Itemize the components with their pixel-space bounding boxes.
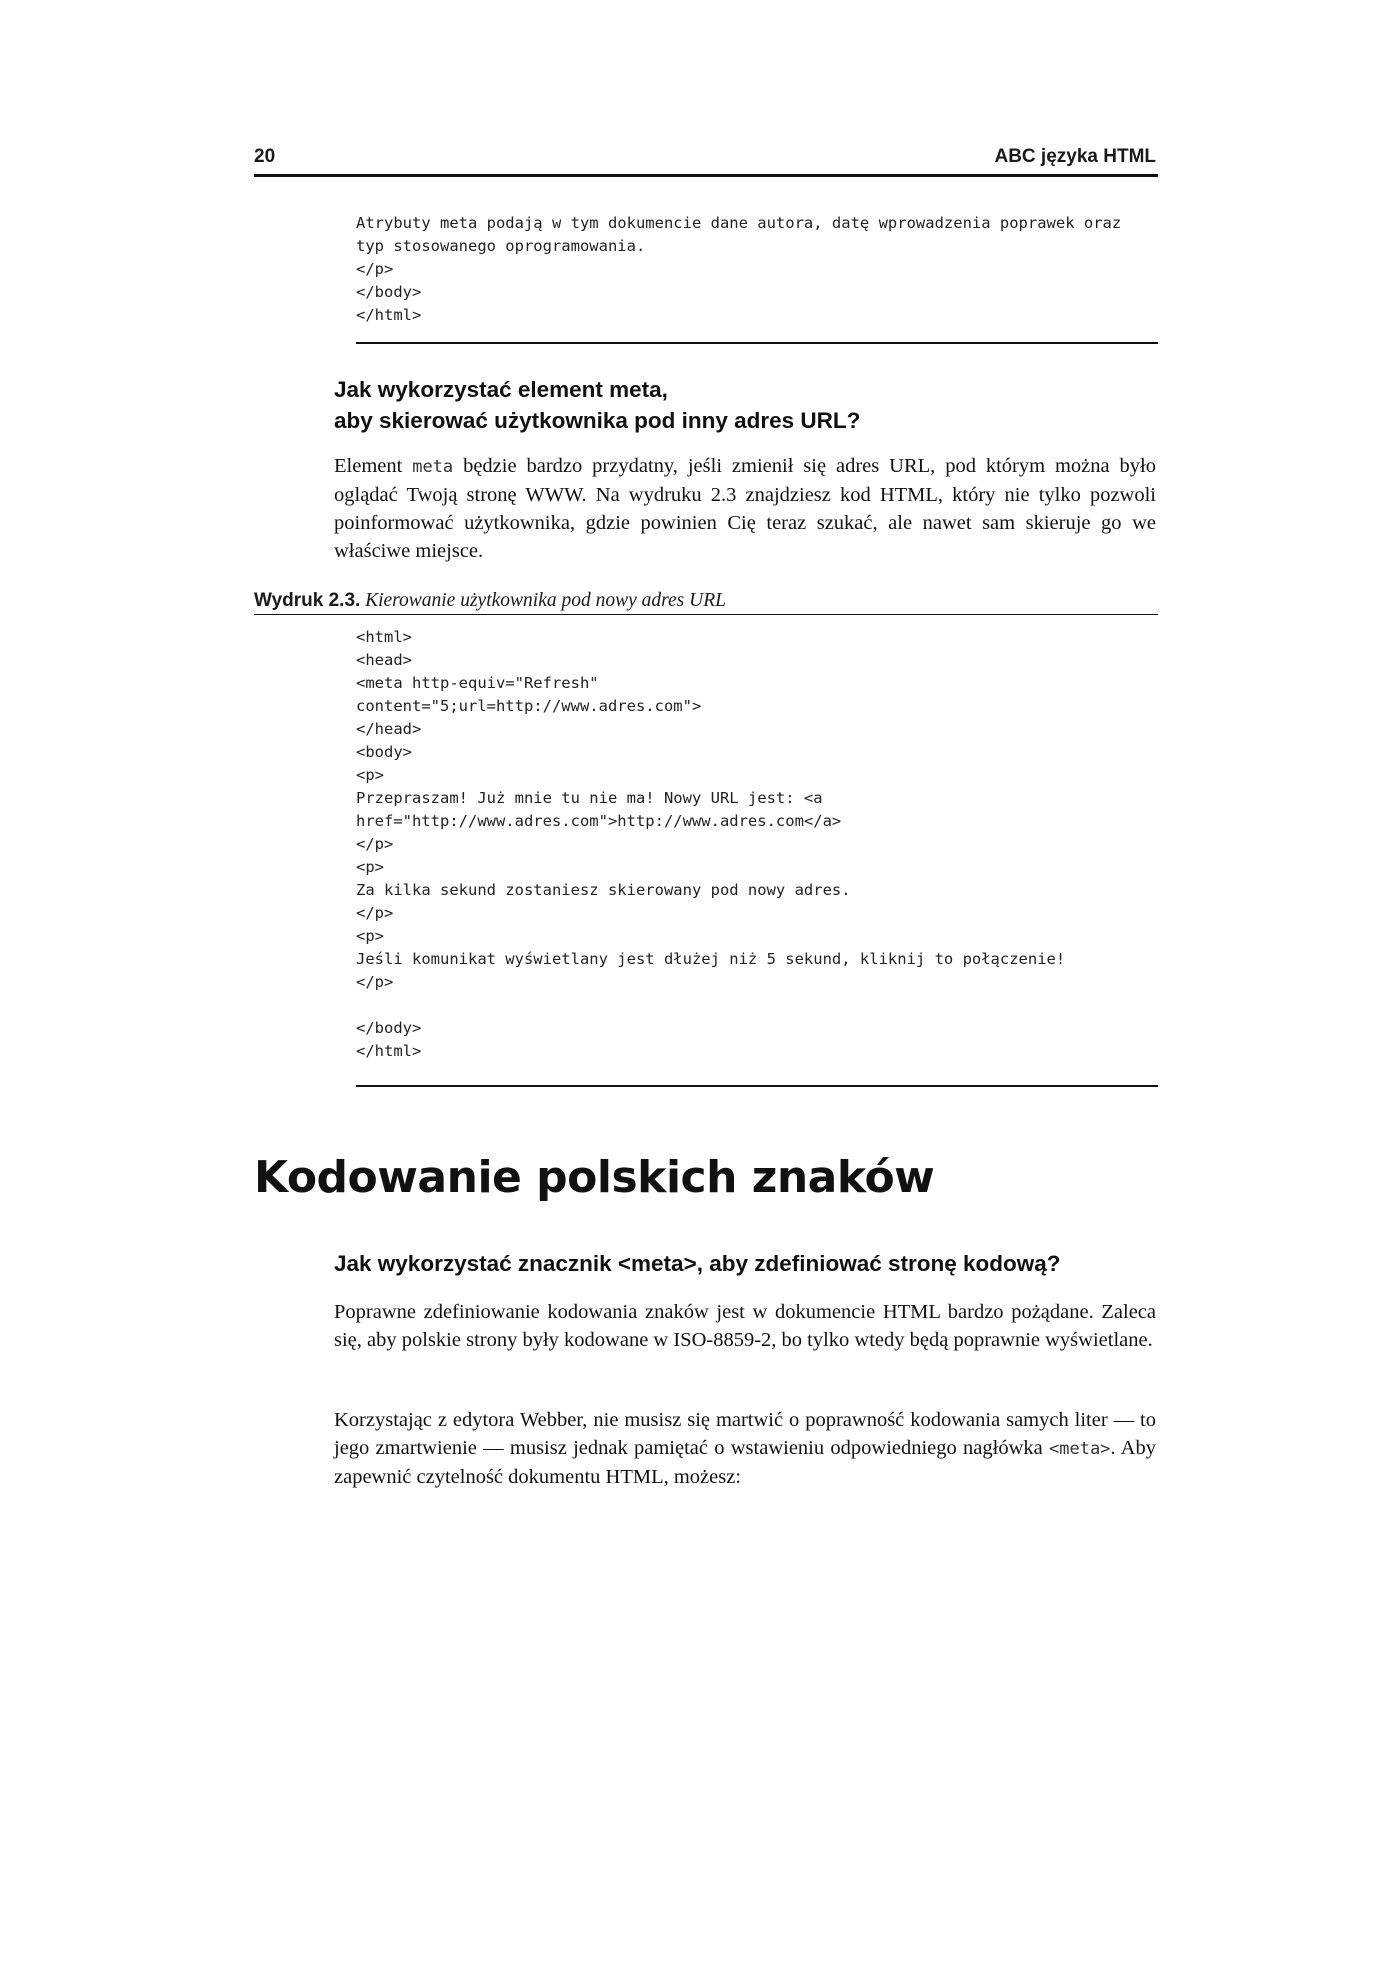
code-line: <meta http-equiv="Refresh" <box>356 674 599 692</box>
code-line: <html> <box>356 628 412 646</box>
code-line: Atrybuty meta podają w tym dokumencie dane autora, datę wprowadzenia poprawek oraz <box>356 214 1122 232</box>
code-continuation <box>356 212 1156 327</box>
inline-code: <meta> <box>1049 1439 1111 1459</box>
page-number: 20 <box>254 146 276 167</box>
running-title: ABC języka HTML <box>994 146 1156 167</box>
code-line: </body> <box>356 283 422 301</box>
listing-end-rule <box>356 1085 1158 1087</box>
code-line: </p> <box>356 835 394 853</box>
listing-caption <box>254 588 1158 615</box>
code-line: </html> <box>356 306 422 324</box>
code-line: </p> <box>356 260 394 278</box>
code-line: <head> <box>356 651 412 669</box>
paragraph-text: . Aby zapewnić czytelność dokumentu HTML, możesz: <box>334 1437 1156 1488</box>
code-line: href="http://www.adres.com">http://www.adres.com</a> <box>356 812 842 830</box>
heading-line: Jak wykorzystać element meta, <box>334 377 668 402</box>
paragraph-text: będzie bardzo przydatny, jeśli zmienił się adres URL, pod którym można było oglądać Twoją stronę WWW. Na wydruku 2.3 znajdziesz kod HTML, który nie tylko pozwoli poinformować użytkownika, gdzie powinien Cię teraz szukać, ale nawet sam skieruje go we właściwe miejsce. <box>334 455 1156 562</box>
code-line: Jeśli komunikat wyświetlany jest dłużej niż 5 sekund, kliknij to połączenie! <box>356 950 1066 968</box>
code-end-rule <box>356 342 1158 344</box>
paragraph: Poprawne zdefiniowanie kodowania znaków jest w dokumencie HTML bardzo pożądane. Zaleca się, aby polskie strony były kodowane w ISO-8859-2, bo tylko wtedy będą poprawnie wyświetlane. <box>334 1301 1156 1351</box>
code-blank-line <box>356 994 1156 1017</box>
heading-line: aby skierować użytkownika pod inny adres URL? <box>334 408 861 433</box>
code-line: <p> <box>356 858 384 876</box>
code-line: <body> <box>356 743 412 761</box>
code-line: </head> <box>356 720 422 738</box>
inline-code: meta <box>412 457 454 477</box>
code-line: </body> <box>356 1019 422 1037</box>
listing-title: Kierowanie użytkownika pod nowy adres URL <box>365 590 726 611</box>
code-line: Za kilka sekund zostaniesz skierowany pod nowy adres. <box>356 881 851 899</box>
code-line: Przepraszam! Już mnie tu nie ma! Nowy URL jest: <a <box>356 789 823 807</box>
code-line: </p> <box>356 973 394 991</box>
paragraph <box>334 1406 1156 1491</box>
code-line: </p> <box>356 904 394 922</box>
chapter-heading: Kodowanie polskich znaków <box>254 1152 935 1203</box>
section-heading-charset <box>334 1248 1061 1279</box>
page-header <box>254 146 1158 177</box>
paragraph-text: Korzystając z edytora Webber, nie musisz się martwić o poprawność kodowania samych liter — to jego zmartwienie — musisz jednak pamiętać o wstawieniu odpowiedniego nagłówka <box>334 1409 1156 1459</box>
code-listing <box>356 626 1156 1063</box>
code-line: content="5;url=http://www.adres.com"> <box>356 697 702 715</box>
code-line: typ stosowanego oprogramowania. <box>356 237 646 255</box>
section-heading-meta-redirect <box>334 374 860 436</box>
listing-label: Wydruk 2.3. <box>254 590 361 611</box>
heading-line: Jak wykorzystać znacznik <meta>, aby zdefiniować stronę kodową? <box>334 1251 1061 1276</box>
paragraph-text: Element <box>334 455 413 477</box>
code-line: <p> <box>356 766 384 784</box>
paragraph <box>334 452 1156 565</box>
code-line: <p> <box>356 927 384 945</box>
code-line: </html> <box>356 1042 422 1060</box>
